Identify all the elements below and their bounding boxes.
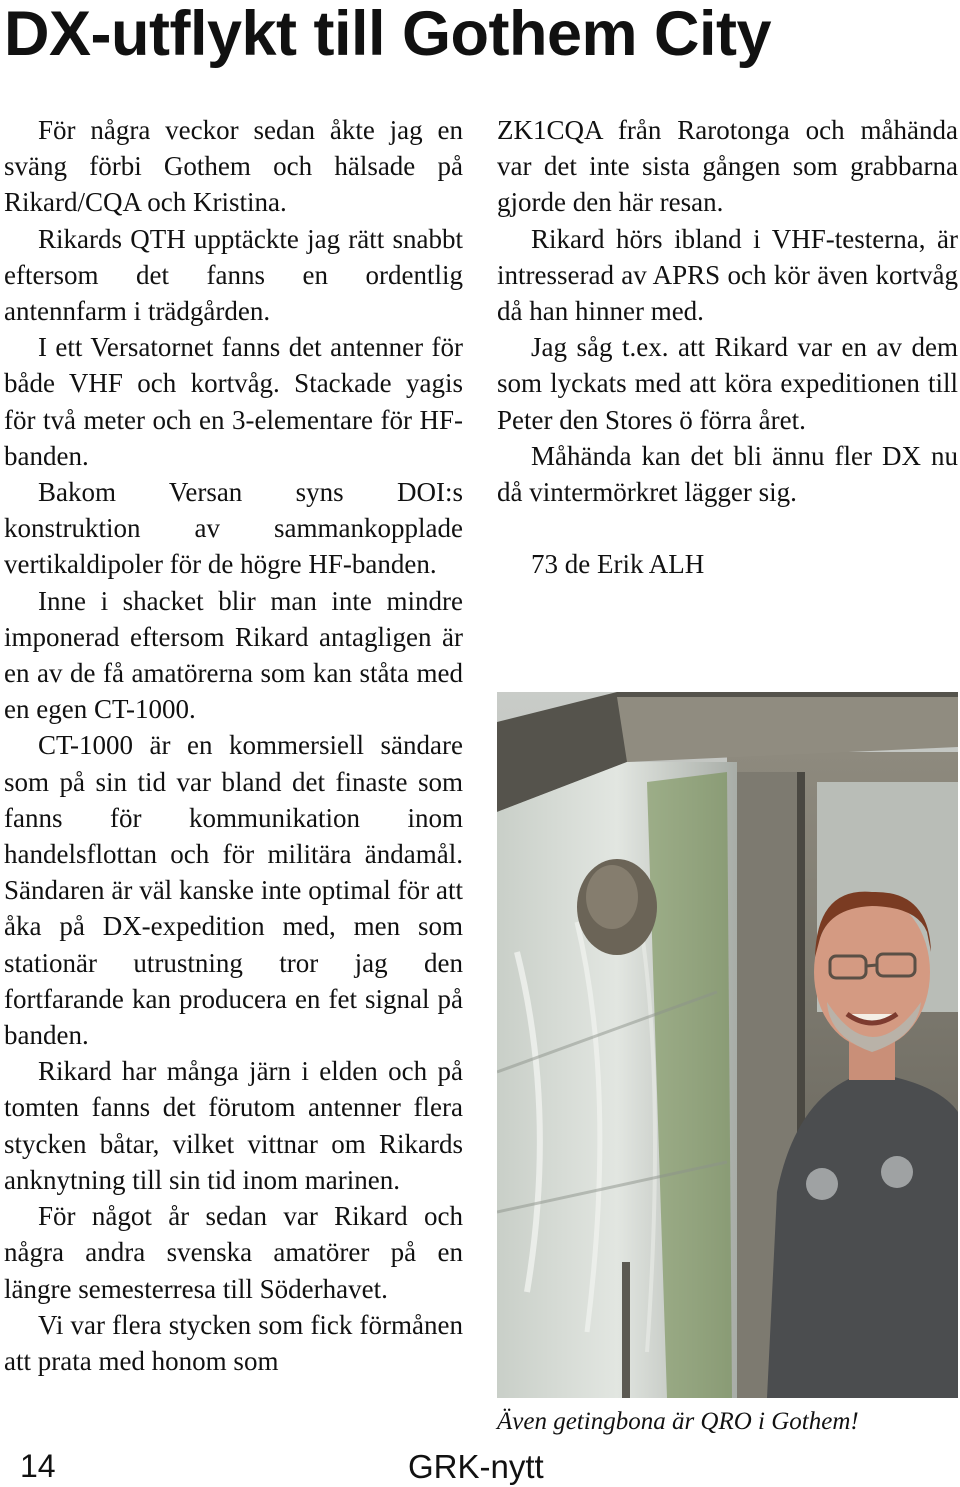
article-title: DX-utflykt till Gothem City	[4, 0, 772, 69]
paragraph: Vi var flera stycken som fick förmånen att prata med honom som	[4, 1309, 463, 1376]
photo-caption: Även getingbona är QRO i Gothem!	[497, 1408, 859, 1435]
journal-name: GRK-nytt	[408, 1448, 544, 1485]
paragraph: Måhända kan det bli ännu fler DX nu då vintermörkret lägger sig.	[497, 440, 958, 508]
paragraph: Inne i shacket blir man inte mindre imponerad eftersom Rikard antagligen är en av de få amatörerna som kan ståta med en egen CT-1000.	[4, 585, 463, 725]
right-text-column	[497, 112, 958, 582]
paragraph: Jag såg t.ex. att Rikard var en av dem som lyckats med att köra expeditionen till Peter den Stores ö förra året.	[497, 332, 958, 435]
paragraph: ZK1CQA från Rarotonga och måhända var det inte sista gången som grabbarna gjorde den här resan.	[497, 115, 958, 218]
page-number: 14	[20, 1448, 56, 1484]
paragraph: Bakom Versan syns DOI:s konstruktion av sammankopplade vertikaldipoler för de högre HF-banden.	[4, 477, 463, 580]
left-text-column	[4, 112, 463, 1379]
paragraph: I ett Versatornet fanns det antenner för både VHF och kortvåg. Stackade yagis för två meter och en 3-elementare för HF-banden.	[4, 332, 463, 471]
paragraph: Rikard har många järn i elden och på tomten fanns det förutom antenner flera stycken båtar, vilket vittnar om Rikards anknytning till sin tid inom marinen.	[4, 1056, 463, 1195]
photo-illustration	[497, 692, 958, 1398]
paragraph: För några veckor sedan åkte jag en sväng förbi Gothem och hälsade på Rikard/CQA och Kristina.	[4, 115, 463, 218]
paragraph: CT-1000 är en kommersiell sändare som på sin tid var bland det finaste som fanns för kommunikation inom handelsflottan och för militära ändamål. Sändaren är väl kanske inte optimal för att åka på DX-expedition med, men som stationär utrustning tror jag den fortfarande kan producera en fet signal på banden.	[4, 730, 463, 1051]
paragraph: För något år sedan var Rikard och några andra svenska amatörer på en längre semesterresa till Söderhavet.	[4, 1201, 463, 1304]
paragraph: Rikard hörs ibland i VHF-testerna, är intresserad av APRS och kör även kortvåg då han hinner med.	[497, 223, 958, 327]
signature: 73 de Erik ALH	[531, 549, 705, 580]
paragraph: Rikards QTH upptäckte jag rätt snabbt eftersom det fanns en ordentlig antennfarm i trädgården.	[4, 223, 463, 327]
article-photo	[497, 692, 958, 1398]
